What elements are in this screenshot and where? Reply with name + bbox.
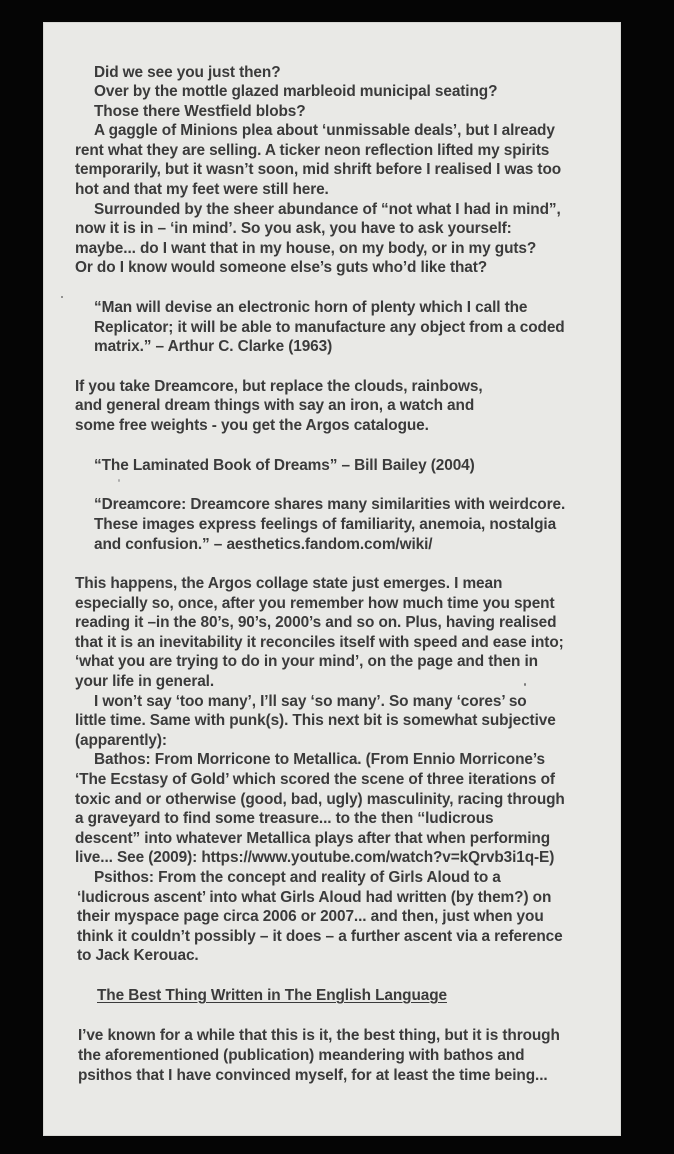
paragraph-line: that it is an inevitability it reconciles itself with speed and ease into; — [75, 634, 564, 651]
paragraph-line: (apparently): — [75, 732, 167, 749]
quote-line: These images express feelings of familiarity, anemoia, nostalgia — [94, 516, 557, 533]
paragraph-line: ‘ludicrous ascent’ into what Girls Aloud had written (by them?) on — [77, 889, 552, 906]
intro-line: Did we see you just then? — [94, 64, 281, 81]
paragraph-line: and general dream things with say an iron, a watch and — [75, 397, 475, 414]
quote-line: matrix.” – Arthur C. Clarke (1963) — [94, 338, 333, 355]
paragraph-line: rent what they are selling. A ticker neon reflection lifted my spirits — [75, 142, 550, 159]
paragraph-line: Bathos: From Morricone to Metallica. (From Ennio Morricone’s — [94, 751, 545, 768]
paragraph-line: especially so, once, after you remember how much time you spent — [75, 595, 555, 612]
paragraph-line: some free weights - you get the Argos catalogue. — [75, 417, 429, 434]
paragraph-line: toxic and or otherwise (good, bad, ugly) masculinity, racing through — [75, 791, 565, 808]
section-heading: The Best Thing Written in The English Language — [97, 987, 447, 1004]
quote-line: “The Laminated Book of Dreams” – Bill Bailey (2004) — [94, 457, 475, 474]
paragraph-line: This happens, the Argos collage state just emerges. I mean — [75, 575, 503, 592]
paragraph-line: now it is in – ‘in mind’. So you ask, you have to ask yourself: — [75, 220, 512, 237]
paper-speck — [118, 479, 120, 482]
paragraph-line: live... See (2009): https://www.youtube.com/watch?v=kQrvb3i1q-E) — [75, 849, 555, 866]
paragraph-line: think it couldn’t possibly – it does – a further ascent via a reference — [77, 928, 563, 945]
paragraph-line: the aforementioned (publication) meandering with bathos and — [78, 1047, 525, 1064]
paragraph-line: If you take Dreamcore, but replace the clouds, rainbows, — [75, 378, 483, 395]
quote-line: “Man will devise an electronic horn of plenty which I call the — [94, 299, 528, 316]
paragraph-line: Psithos: From the concept and reality of Girls Aloud to a — [94, 869, 501, 886]
intro-line: Those there Westfield blobs? — [94, 103, 306, 120]
paragraph-line: ‘what you are trying to do in your mind’, on the page and then in — [75, 653, 538, 670]
paragraph-line: I’ve known for a while that this is it, the best thing, but it is through — [78, 1027, 560, 1044]
quote-line: and confusion.” – aesthetics.fandom.com/wiki/ — [94, 536, 433, 553]
quote-line: “Dreamcore: Dreamcore shares many similarities with weirdcore. — [94, 496, 566, 513]
paragraph-line: maybe... do I want that in my house, on my body, or in my guts? — [75, 240, 537, 257]
paragraph-line: Surrounded by the sheer abundance of “not what I had in mind”, — [94, 201, 561, 218]
intro-line: Over by the mottle glazed marbleoid municipal seating? — [94, 83, 498, 100]
quote-line: Replicator; it will be able to manufacture any object from a coded — [94, 319, 565, 336]
paragraph-line: temporarily, but it wasn’t soon, mid shrift before I realised I was too — [75, 161, 562, 178]
paragraph-line: your life in general. — [75, 673, 215, 690]
paragraph-line: I won’t say ‘too many’, I’ll say ‘so many’. So many ‘cores’ so — [94, 693, 527, 710]
paragraph-line: hot and that my feet were still here. — [75, 181, 329, 198]
paragraph-line: psithos that I have convinced myself, for at least the time being... — [78, 1067, 548, 1084]
paper-speck — [61, 296, 63, 298]
paragraph-line: descent” into whatever Metallica plays after that when performing — [75, 830, 550, 847]
paragraph-line: ‘The Ecstasy of Gold’ which scored the scene of three iterations of — [75, 771, 555, 788]
paragraph-line: their myspace page circa 2006 or 2007... and then, just when you — [77, 908, 544, 925]
paragraph-line: a graveyard to find some treasure... to the then ‘‘ludicrous — [75, 810, 494, 827]
paragraph-line: A gaggle of Minions plea about ‘unmissable deals’, but I already — [94, 122, 555, 139]
paragraph-line: Or do I know would someone else’s guts who’d like that? — [75, 259, 488, 276]
paragraph-line: to Jack Kerouac. — [77, 947, 199, 964]
paragraph-line: little time. Same with punk(s). This next bit is somewhat subjective — [75, 712, 556, 729]
paper-speck — [524, 683, 526, 686]
paragraph-line: reading it –in the 80’s, 90’s, 2000’s and so on. Plus, having realised — [75, 614, 557, 631]
